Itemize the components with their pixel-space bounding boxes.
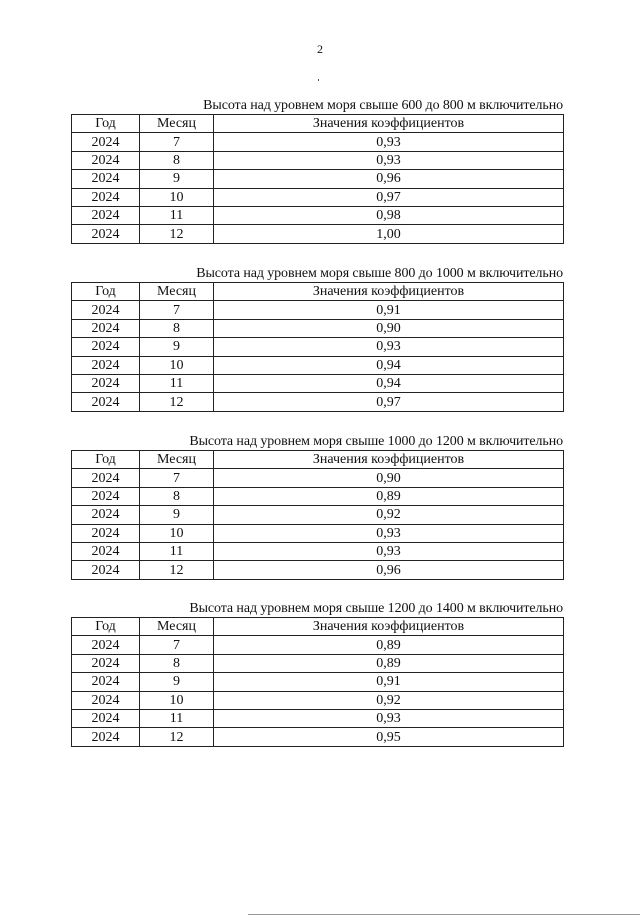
table-row xyxy=(72,561,564,579)
table-row xyxy=(72,319,564,337)
table-row xyxy=(72,374,564,392)
altitude-section-800-1000 xyxy=(71,266,563,412)
cell-value: 0,89 xyxy=(214,487,564,505)
cell-year: 2024 xyxy=(72,133,140,151)
cell-month: 7 xyxy=(140,636,214,654)
cell-month: 11 xyxy=(140,542,214,560)
header-values: Значения коэффициентов xyxy=(214,451,564,469)
cell-year: 2024 xyxy=(72,506,140,524)
cell-year: 2024 xyxy=(72,374,140,392)
table-header-row xyxy=(72,618,564,636)
scan-speck xyxy=(318,79,319,81)
cell-value: 0,94 xyxy=(214,374,564,392)
cell-month: 12 xyxy=(140,225,214,243)
cell-month: 8 xyxy=(140,654,214,672)
cell-value: 1,00 xyxy=(214,225,564,243)
header-month: Месяц xyxy=(140,283,214,301)
cell-month: 7 xyxy=(140,469,214,487)
cell-year: 2024 xyxy=(72,673,140,691)
section-title: Высота над уровнем моря свыше 600 до 800 м включительно xyxy=(203,98,563,113)
header-month: Месяц xyxy=(140,115,214,133)
header-values: Значения коэффициентов xyxy=(214,115,564,133)
cell-value: 0,93 xyxy=(214,133,564,151)
cell-month: 10 xyxy=(140,356,214,374)
table-row xyxy=(72,170,564,188)
cell-value: 0,90 xyxy=(214,469,564,487)
table-row xyxy=(72,301,564,319)
cell-month: 10 xyxy=(140,691,214,709)
cell-value: 0,93 xyxy=(214,338,564,356)
table-row xyxy=(72,654,564,672)
cell-value: 0,93 xyxy=(214,709,564,727)
table-header-row xyxy=(72,451,564,469)
cell-month: 7 xyxy=(140,301,214,319)
altitude-section-600-800 xyxy=(71,98,563,244)
table-row xyxy=(72,636,564,654)
cell-value: 0,96 xyxy=(214,170,564,188)
cell-year: 2024 xyxy=(72,636,140,654)
cell-month: 12 xyxy=(140,728,214,746)
altitude-section-1200-1400 xyxy=(71,601,563,747)
cell-year: 2024 xyxy=(72,319,140,337)
cell-value: 0,89 xyxy=(214,636,564,654)
cell-value: 0,95 xyxy=(214,728,564,746)
cell-month: 12 xyxy=(140,561,214,579)
header-year: Год xyxy=(72,451,140,469)
cell-year: 2024 xyxy=(72,188,140,206)
cell-value: 0,93 xyxy=(214,542,564,560)
cell-month: 9 xyxy=(140,673,214,691)
table-row xyxy=(72,487,564,505)
table-row xyxy=(72,133,564,151)
page-number: 2 xyxy=(317,42,323,56)
section-title: Высота над уровнем моря свыше 1000 до 1200 м включительно xyxy=(189,434,563,449)
cell-month: 9 xyxy=(140,506,214,524)
cell-year: 2024 xyxy=(72,225,140,243)
cell-month: 12 xyxy=(140,393,214,411)
cell-value: 0,97 xyxy=(214,188,564,206)
cell-value: 0,93 xyxy=(214,524,564,542)
cell-value: 0,97 xyxy=(214,393,564,411)
cell-month: 7 xyxy=(140,133,214,151)
cell-month: 11 xyxy=(140,374,214,392)
cell-value: 0,92 xyxy=(214,506,564,524)
coefficients-table xyxy=(71,282,564,412)
table-row xyxy=(72,206,564,224)
table-row xyxy=(72,188,564,206)
cell-value: 0,98 xyxy=(214,206,564,224)
section-title: Высота над уровнем моря свыше 1200 до 1400 м включительно xyxy=(189,601,563,616)
cell-year: 2024 xyxy=(72,709,140,727)
table-row xyxy=(72,469,564,487)
table-row xyxy=(72,338,564,356)
cell-month: 8 xyxy=(140,487,214,505)
cell-value: 0,90 xyxy=(214,319,564,337)
table-header-row xyxy=(72,115,564,133)
table-row xyxy=(72,709,564,727)
table-header-row xyxy=(72,283,564,301)
cell-month: 11 xyxy=(140,206,214,224)
cell-year: 2024 xyxy=(72,151,140,169)
cell-value: 0,89 xyxy=(214,654,564,672)
cell-year: 2024 xyxy=(72,170,140,188)
cell-year: 2024 xyxy=(72,524,140,542)
header-year: Год xyxy=(72,283,140,301)
table-row xyxy=(72,673,564,691)
coefficients-table xyxy=(71,450,564,580)
cell-value: 0,94 xyxy=(214,356,564,374)
header-values: Значения коэффициентов xyxy=(214,618,564,636)
cell-month: 9 xyxy=(140,170,214,188)
section-title: Высота над уровнем моря свыше 800 до 1000 м включительно xyxy=(196,266,563,281)
header-year: Год xyxy=(72,618,140,636)
header-month: Месяц xyxy=(140,451,214,469)
cell-month: 10 xyxy=(140,188,214,206)
cell-year: 2024 xyxy=(72,561,140,579)
cell-year: 2024 xyxy=(72,542,140,560)
table-row xyxy=(72,356,564,374)
table-row xyxy=(72,728,564,746)
table-row xyxy=(72,151,564,169)
table-row xyxy=(72,225,564,243)
cell-year: 2024 xyxy=(72,654,140,672)
scan-edge-line xyxy=(248,914,640,915)
header-year: Год xyxy=(72,115,140,133)
cell-year: 2024 xyxy=(72,487,140,505)
cell-month: 8 xyxy=(140,319,214,337)
cell-year: 2024 xyxy=(72,338,140,356)
cell-year: 2024 xyxy=(72,728,140,746)
header-month: Месяц xyxy=(140,618,214,636)
coefficients-table xyxy=(71,617,564,747)
header-values: Значения коэффициентов xyxy=(214,283,564,301)
cell-value: 0,92 xyxy=(214,691,564,709)
table-row xyxy=(72,542,564,560)
table-row xyxy=(72,691,564,709)
cell-value: 0,93 xyxy=(214,151,564,169)
cell-year: 2024 xyxy=(72,301,140,319)
coefficients-table xyxy=(71,114,564,244)
cell-month: 9 xyxy=(140,338,214,356)
cell-value: 0,91 xyxy=(214,301,564,319)
cell-month: 10 xyxy=(140,524,214,542)
cell-month: 8 xyxy=(140,151,214,169)
cell-year: 2024 xyxy=(72,356,140,374)
cell-year: 2024 xyxy=(72,691,140,709)
altitude-section-1000-1200 xyxy=(71,434,563,580)
table-row xyxy=(72,506,564,524)
cell-year: 2024 xyxy=(72,393,140,411)
cell-year: 2024 xyxy=(72,206,140,224)
cell-value: 0,91 xyxy=(214,673,564,691)
table-row xyxy=(72,524,564,542)
cell-year: 2024 xyxy=(72,469,140,487)
cell-month: 11 xyxy=(140,709,214,727)
cell-value: 0,96 xyxy=(214,561,564,579)
table-row xyxy=(72,393,564,411)
